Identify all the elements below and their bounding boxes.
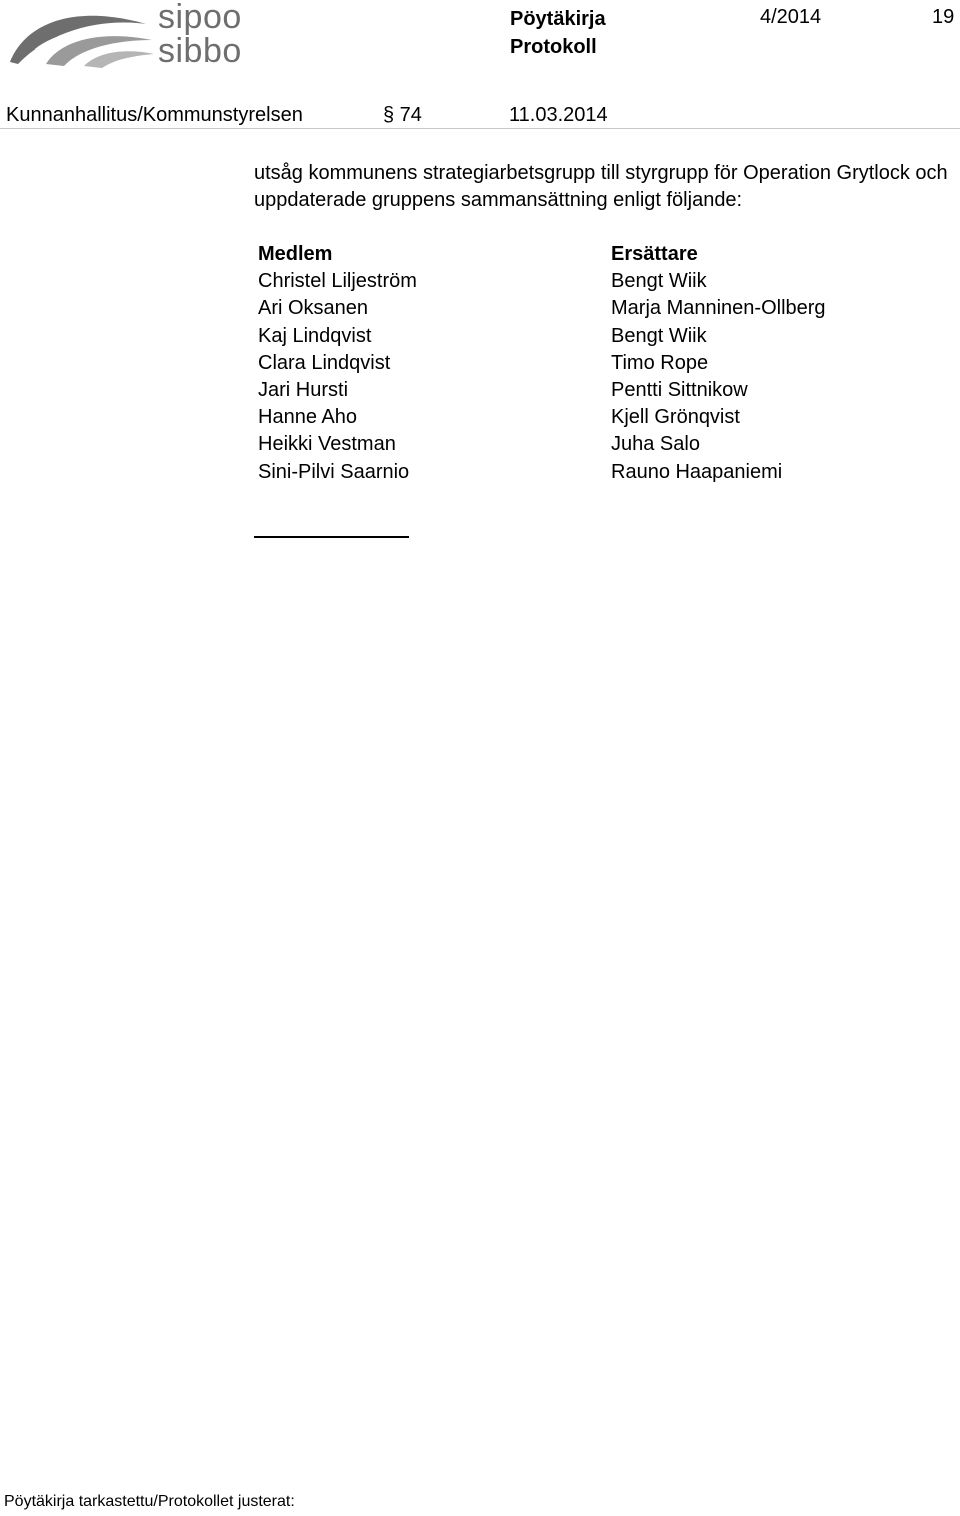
- substitute-name: Marja Manninen-Ollberg: [611, 297, 826, 320]
- document-number: 4/2014: [760, 6, 822, 28]
- header-divider: [0, 128, 960, 129]
- substitutes-heading: Ersättare: [611, 243, 698, 265]
- substitute-name: Bengt Wiik: [611, 324, 707, 347]
- logo-word-sipoo: sipoo: [158, 0, 242, 36]
- swoosh-logo-icon: [6, 4, 156, 70]
- member-name: Sini-Pilvi Saarnio: [258, 460, 410, 483]
- member-name: Christel Liljeström: [258, 270, 417, 293]
- members-column: [258, 241, 417, 486]
- member-name: Heikki Vestman: [258, 433, 396, 456]
- logo-word-sibbo: sibbo: [158, 32, 242, 70]
- sipoo-sibbo-logo: [0, 0, 260, 72]
- substitute-name: Juha Salo: [611, 433, 700, 456]
- substitutes-column: [611, 241, 826, 486]
- member-name: Hanne Aho: [258, 406, 357, 429]
- substitute-name: Rauno Haapaniemi: [611, 460, 783, 483]
- decision-paragraph: utsåg kommunens strategiarbetsgrupp till styrgrupp för Operation Grytlock och uppdaterade gruppens sammansättning enligt följande:: [254, 162, 948, 211]
- substitute-name: Timo Rope: [611, 351, 709, 374]
- member-name: Clara Lindqvist: [258, 351, 391, 374]
- section-number: § 74: [383, 104, 422, 126]
- substitute-name: Kjell Grönqvist: [611, 406, 740, 429]
- document-type-sv: Protokoll: [510, 36, 597, 58]
- footer-verification: Pöytäkirja tarkastettu/Protokollet justerat:: [4, 1493, 295, 1510]
- members-heading: Medlem: [258, 243, 333, 265]
- document-type: [510, 5, 606, 61]
- substitute-name: Bengt Wiik: [611, 270, 707, 293]
- document-type-fi: Pöytäkirja: [510, 8, 606, 30]
- member-name: Ari Oksanen: [258, 297, 369, 320]
- member-name: Jari Hursti: [258, 379, 349, 402]
- meeting-date: 11.03.2014: [509, 104, 608, 126]
- page-number: 19: [932, 6, 955, 28]
- member-name: Kaj Lindqvist: [258, 324, 372, 347]
- end-of-section-rule: [254, 536, 409, 538]
- board-name: Kunnanhallitus/Kommunstyrelsen: [6, 104, 303, 126]
- substitute-name: Pentti Sittnikow: [611, 379, 748, 402]
